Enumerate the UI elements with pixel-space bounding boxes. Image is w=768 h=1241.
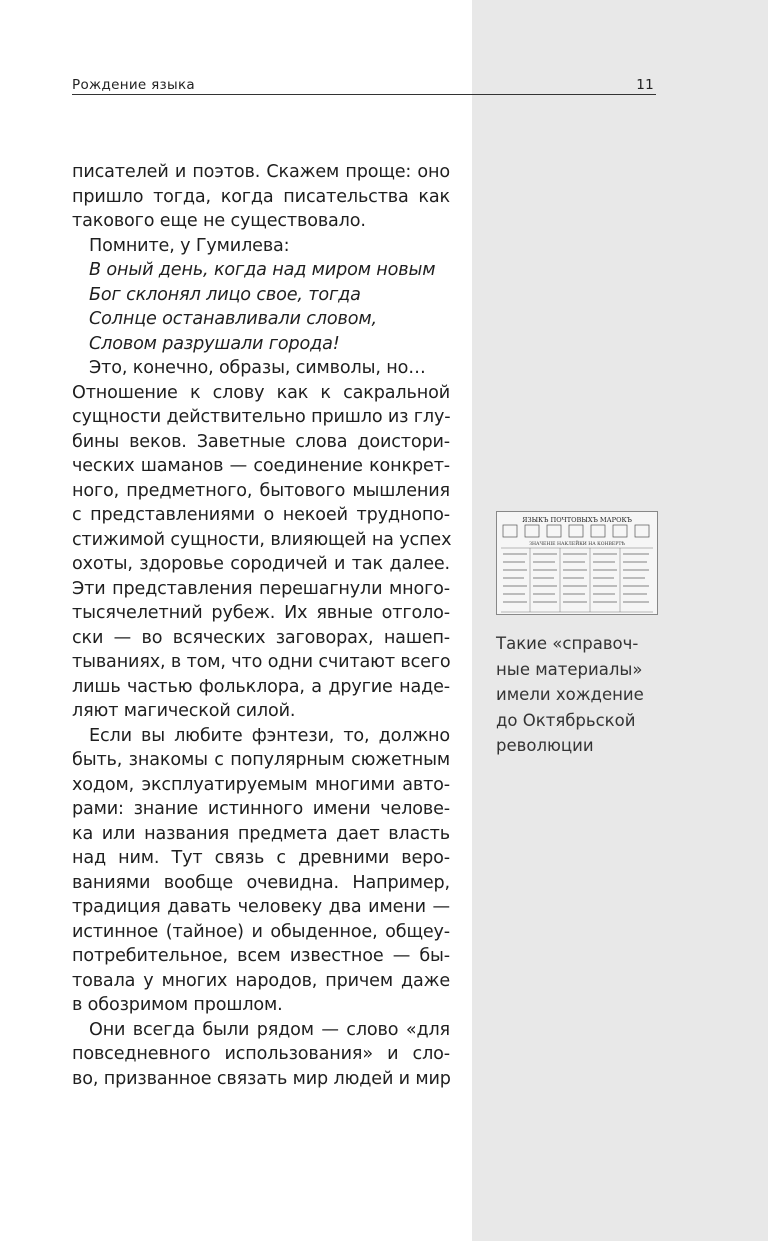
poem-line: В оный день, когда над миром новым xyxy=(89,260,436,280)
text-line: во, призванное связать мир людей и мир xyxy=(72,1068,451,1089)
running-head-title: Рождение языка xyxy=(72,77,195,93)
caption-line: революции xyxy=(496,736,594,755)
text-line: стижимой сущности, влияющей на успех xyxy=(72,529,452,550)
text-line: Эти представления перешагнули много- xyxy=(72,578,450,599)
text-line: такового еще не существовало. xyxy=(72,211,366,231)
text-line: Отношение к слову как к сакральной xyxy=(72,382,450,403)
figure-subheading: ЗНАЧЕНІЕ НАКЛЕЙКИ НА КОНВЕРТѢ xyxy=(529,542,625,547)
caption-line: ные материалы» xyxy=(496,659,643,679)
text-line: Помните, у Гумилева: xyxy=(89,235,290,256)
text-line: сущности действительно пришло из глу- xyxy=(72,407,451,427)
text-line: ляют магической силой. xyxy=(72,701,296,721)
text-line: бины веков. Заветные слова доистори- xyxy=(72,431,450,452)
page-number: 11 xyxy=(636,77,654,93)
stamp-chart-illustration xyxy=(497,512,657,614)
figure-caption xyxy=(496,631,656,759)
text-line: охоты, здоровье сородичей и так далее. xyxy=(72,554,450,574)
text-line: ходом, эксплуатируемым многими авто- xyxy=(72,774,450,795)
poem-line: Словом разрушали города! xyxy=(89,333,340,354)
text-line: ного, предметного, бытового мышления xyxy=(72,480,450,501)
caption-line: Такие «справоч- xyxy=(496,634,639,653)
text-line: Если вы любите фэнтези, то, должно xyxy=(89,725,450,746)
text-line: над ним. Тут связь с древними веро- xyxy=(72,848,450,868)
text-line: лишь частью фольклора, а другие наде- xyxy=(72,676,450,697)
text-line: рами: знание истинного имени челове- xyxy=(72,799,450,819)
text-line: писателей и поэтов. Скажем проще: оно xyxy=(72,162,450,182)
text-line: тысячелетний рубеж. Их явные отголо- xyxy=(72,603,450,623)
text-line: ски — во всяческих заговорах, нашеп- xyxy=(72,627,450,648)
poem-line: Бог склонял лицо свое, тогда xyxy=(89,284,361,305)
caption-line: до Октябрьской xyxy=(496,710,636,730)
postage-stamp-language-image xyxy=(496,511,658,615)
text-line: ваниями вообще очевидна. Например, xyxy=(72,872,450,893)
text-line: быть, знакомы с популярным сюжетным xyxy=(72,750,450,770)
text-line: пришло тогда, когда писательства как xyxy=(72,186,450,207)
text-line: с представлениями о некоей труднопо- xyxy=(72,505,450,525)
text-line: потребительное, всем известное — бы- xyxy=(72,946,450,966)
text-line: в обозримом прошлом. xyxy=(72,995,283,1015)
body-text xyxy=(72,160,450,1091)
poem-line: Солнце останавливали словом, xyxy=(89,309,377,329)
caption-line: имели хождение xyxy=(496,685,644,704)
text-line: Они всегда были рядом — слово «для xyxy=(89,1019,450,1040)
text-line: традиция давать человеку два имени — xyxy=(72,897,450,917)
running-head xyxy=(72,74,656,95)
text-line: ка или названия предмета дает власть xyxy=(72,823,450,844)
figure-heading: ЯЗЫКЪ ПОЧТОВЫХЪ МАРОКЪ xyxy=(522,516,632,524)
margin-panel xyxy=(472,0,768,1241)
text-line: товала у многих народов, причем даже xyxy=(72,970,450,991)
text-line: истинное (тайное) и обыденное, общеу- xyxy=(72,921,450,942)
text-line: ческих шаманов — соединение конкрет- xyxy=(72,456,450,476)
text-line: Это, конечно, образы, символы, но… xyxy=(89,358,426,378)
text-line: тываниях, в том, что одни считают всего xyxy=(72,652,451,672)
text-line: повседневного использования» и сло- xyxy=(72,1044,450,1064)
